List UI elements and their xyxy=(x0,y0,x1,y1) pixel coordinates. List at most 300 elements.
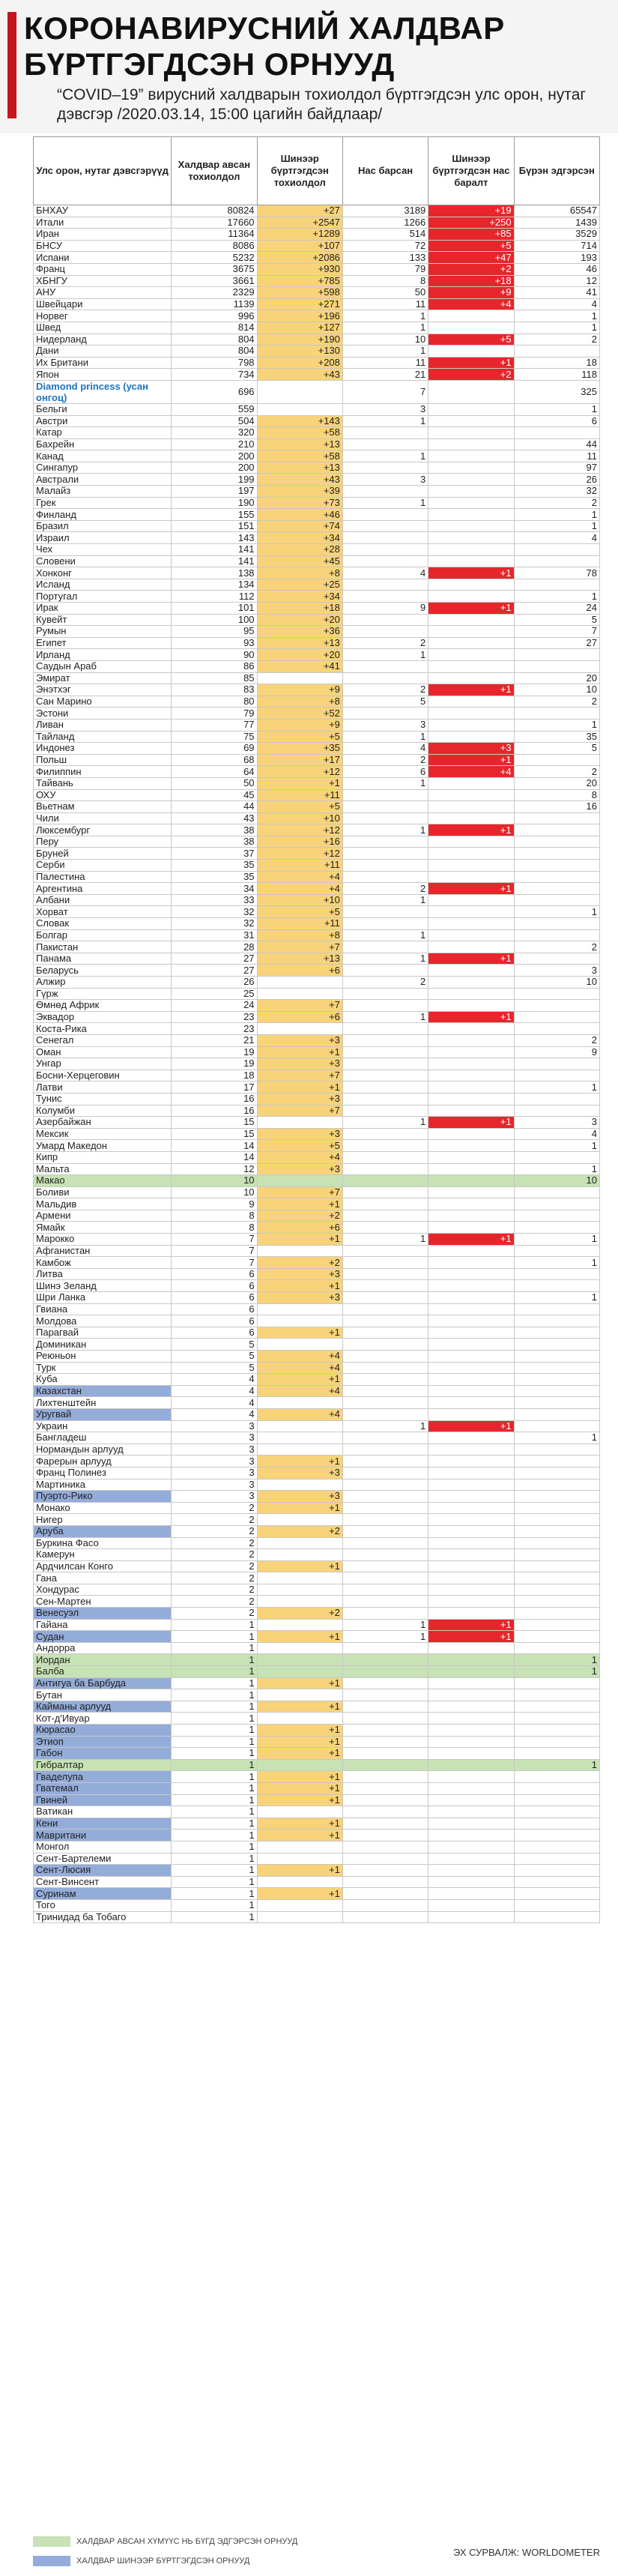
cell-recovered xyxy=(514,1327,599,1339)
cell-total-cases: 4 xyxy=(172,1374,257,1386)
cell-new-deaths: +85 xyxy=(428,229,514,241)
cell-new-deaths xyxy=(428,462,514,474)
cell-recovered xyxy=(514,1198,599,1210)
cell-deaths xyxy=(342,1853,428,1865)
cell-country: Дани xyxy=(34,346,172,358)
cell-country: Иордан xyxy=(34,1654,172,1666)
cell-recovered xyxy=(514,812,599,824)
cell-new-deaths xyxy=(428,1549,514,1561)
cell-new-deaths xyxy=(428,1853,514,1865)
table-row xyxy=(34,719,600,731)
table-row xyxy=(34,637,600,649)
cell-deaths xyxy=(342,1245,428,1257)
legend-green-swatch xyxy=(33,2536,70,2547)
table-row xyxy=(34,1584,600,1596)
cell-total-cases: 1 xyxy=(172,1689,257,1701)
cell-recovered xyxy=(514,1782,599,1794)
cell-country: Энэтхэг xyxy=(34,684,172,696)
cell-recovered xyxy=(514,544,599,556)
cell-deaths xyxy=(342,1830,428,1841)
cell-deaths: 5 xyxy=(342,696,428,708)
cell-recovered: 46 xyxy=(514,263,599,275)
cell-new-cases xyxy=(257,1514,342,1526)
cell-new-deaths: +3 xyxy=(428,743,514,755)
cell-new-cases: +2086 xyxy=(257,252,342,264)
cell-new-deaths xyxy=(428,801,514,813)
cell-deaths xyxy=(342,660,428,672)
cell-new-cases xyxy=(257,1537,342,1549)
cell-deaths xyxy=(342,1082,428,1094)
cell-new-cases: +1 xyxy=(257,1280,342,1292)
cell-country: ХБНГУ xyxy=(34,275,172,287)
cell-country: Перу xyxy=(34,836,172,848)
cell-total-cases: 190 xyxy=(172,497,257,509)
cell-new-deaths xyxy=(428,1560,514,1572)
table-row xyxy=(34,1818,600,1830)
cell-country: Тайвань xyxy=(34,777,172,789)
table-row xyxy=(34,1456,600,1468)
cell-recovered: 3 xyxy=(514,1117,599,1129)
cell-country: Пакистан xyxy=(34,941,172,953)
cell-country: АНУ xyxy=(34,287,172,299)
cell-recovered: 9 xyxy=(514,1046,599,1058)
cell-new-cases xyxy=(257,1642,342,1654)
table-row xyxy=(34,1514,600,1526)
cell-recovered: 1 xyxy=(514,1666,599,1678)
cell-new-deaths xyxy=(428,1572,514,1584)
cell-total-cases: 320 xyxy=(172,427,257,439)
cell-deaths: 10 xyxy=(342,334,428,346)
cell-total-cases: 79 xyxy=(172,708,257,720)
cell-deaths xyxy=(342,965,428,977)
cell-new-cases: +13 xyxy=(257,953,342,965)
cell-deaths xyxy=(342,1444,428,1456)
cell-deaths xyxy=(342,906,428,918)
cell-new-cases: +1 xyxy=(257,1725,342,1737)
table-row xyxy=(34,906,600,918)
cell-total-cases: 2 xyxy=(172,1525,257,1537)
cell-deaths xyxy=(342,1771,428,1783)
cell-new-deaths xyxy=(428,1432,514,1444)
cell-deaths xyxy=(342,1876,428,1888)
cell-new-deaths xyxy=(428,731,514,743)
cell-country: Андорра xyxy=(34,1642,172,1654)
cell-deaths xyxy=(342,1397,428,1409)
cell-new-cases: +6 xyxy=(257,1011,342,1023)
cell-new-deaths xyxy=(428,1642,514,1654)
cell-country: ОХУ xyxy=(34,789,172,801)
table-row xyxy=(34,217,600,229)
cell-new-cases: +1289 xyxy=(257,229,342,241)
cell-total-cases: 3 xyxy=(172,1491,257,1503)
cell-deaths: 1 xyxy=(342,649,428,661)
cell-new-deaths xyxy=(428,1339,514,1351)
cell-country: Сан Марино xyxy=(34,696,172,708)
cell-new-deaths xyxy=(428,450,514,462)
cell-new-deaths xyxy=(428,1128,514,1140)
cell-new-cases: +13 xyxy=(257,637,342,649)
cell-new-deaths xyxy=(428,1888,514,1900)
cell-recovered xyxy=(514,1806,599,1818)
cell-deaths xyxy=(342,614,428,626)
cell-deaths xyxy=(342,871,428,883)
cell-new-deaths: +1 xyxy=(428,824,514,836)
cell-recovered xyxy=(514,1549,599,1561)
cell-country: Филиппин xyxy=(34,766,172,778)
cell-new-cases: +28 xyxy=(257,544,342,556)
cell-country: Болгар xyxy=(34,929,172,941)
cell-new-cases: +5 xyxy=(257,1140,342,1152)
cell-new-deaths xyxy=(428,614,514,626)
cell-deaths xyxy=(342,1782,428,1794)
cell-new-deaths xyxy=(428,1257,514,1269)
cell-deaths xyxy=(342,1280,428,1292)
table-row xyxy=(34,497,600,509)
cell-new-deaths xyxy=(428,1023,514,1035)
table-row xyxy=(34,474,600,486)
cell-new-deaths xyxy=(428,1175,514,1187)
cell-recovered: 4 xyxy=(514,298,599,310)
cell-new-deaths xyxy=(428,1782,514,1794)
cell-new-cases xyxy=(257,1619,342,1631)
cell-deaths xyxy=(342,591,428,603)
cell-recovered xyxy=(514,1105,599,1117)
cell-new-cases xyxy=(257,1023,342,1035)
table-row xyxy=(34,1806,600,1818)
cell-total-cases: 86 xyxy=(172,660,257,672)
cell-total-cases: 1 xyxy=(172,1888,257,1900)
cell-new-deaths xyxy=(428,1701,514,1713)
cell-deaths: 2 xyxy=(342,883,428,895)
cell-new-cases: +27 xyxy=(257,205,342,217)
cell-new-cases: +11 xyxy=(257,789,342,801)
cell-new-deaths xyxy=(428,1608,514,1620)
cell-deaths xyxy=(342,1257,428,1269)
table-row xyxy=(34,672,600,684)
cell-new-cases: +25 xyxy=(257,579,342,591)
cell-new-deaths xyxy=(428,941,514,953)
table-row xyxy=(34,754,600,766)
source-credit: ЭХ СУРВАЛЖ: WORLDOMETER xyxy=(452,2547,600,2558)
cell-new-cases: +6 xyxy=(257,1222,342,1234)
cell-country: Швед xyxy=(34,322,172,334)
cell-new-deaths xyxy=(428,1748,514,1760)
cell-new-deaths: +1 xyxy=(428,357,514,369)
cell-deaths xyxy=(342,1491,428,1503)
cell-deaths xyxy=(342,988,428,1000)
cell-total-cases: 93 xyxy=(172,637,257,649)
cell-new-deaths xyxy=(428,649,514,661)
cell-new-cases xyxy=(257,1596,342,1608)
cell-recovered xyxy=(514,1572,599,1584)
cell-total-cases: 34 xyxy=(172,883,257,895)
cell-total-cases: 75 xyxy=(172,731,257,743)
header xyxy=(0,0,618,133)
table-row xyxy=(34,1374,600,1386)
cell-new-deaths xyxy=(428,1666,514,1678)
cell-total-cases: 95 xyxy=(172,626,257,638)
cell-new-deaths xyxy=(428,1093,514,1105)
cell-deaths: 9 xyxy=(342,603,428,615)
cell-deaths xyxy=(342,486,428,498)
cell-new-deaths xyxy=(428,1327,514,1339)
cell-deaths: 2 xyxy=(342,637,428,649)
cell-deaths: 11 xyxy=(342,298,428,310)
cell-new-cases: +73 xyxy=(257,497,342,509)
cell-recovered: 65547 xyxy=(514,205,599,217)
cell-total-cases: 69 xyxy=(172,743,257,755)
cell-total-cases: 798 xyxy=(172,357,257,369)
cell-new-cases xyxy=(257,1339,342,1351)
cell-new-deaths xyxy=(428,1082,514,1094)
cell-new-cases: +1 xyxy=(257,1794,342,1806)
cell-new-cases: +143 xyxy=(257,415,342,427)
cell-recovered xyxy=(514,1268,599,1280)
cell-recovered xyxy=(514,1351,599,1363)
cell-new-cases: +1 xyxy=(257,1234,342,1246)
cell-total-cases: 35 xyxy=(172,871,257,883)
cell-new-cases xyxy=(257,1654,342,1666)
cell-new-deaths xyxy=(428,1222,514,1234)
table-row xyxy=(34,941,600,953)
cell-new-deaths xyxy=(428,906,514,918)
cell-new-cases: +20 xyxy=(257,649,342,661)
table-row xyxy=(34,380,600,403)
cell-recovered xyxy=(514,649,599,661)
cell-country: Грек xyxy=(34,497,172,509)
table-row xyxy=(34,708,600,720)
cell-new-cases: +785 xyxy=(257,275,342,287)
cell-total-cases: 5 xyxy=(172,1362,257,1374)
cell-new-cases: +5 xyxy=(257,801,342,813)
cell-new-deaths xyxy=(428,812,514,824)
cell-recovered: 714 xyxy=(514,240,599,252)
cell-recovered: 10 xyxy=(514,977,599,989)
table-row xyxy=(34,684,600,696)
cell-recovered: 2 xyxy=(514,696,599,708)
cell-new-deaths xyxy=(428,555,514,567)
cell-new-deaths xyxy=(428,1830,514,1841)
table-row xyxy=(34,1560,600,1572)
cell-country: Эстони xyxy=(34,708,172,720)
cell-recovered xyxy=(514,1467,599,1479)
cell-country: Чили xyxy=(34,812,172,824)
cell-total-cases: 16 xyxy=(172,1093,257,1105)
table-row xyxy=(34,427,600,439)
cell-country: Гана xyxy=(34,1572,172,1584)
cell-new-deaths xyxy=(428,544,514,556)
table-row xyxy=(34,660,600,672)
cell-new-deaths: +250 xyxy=(428,217,514,229)
cell-country: Тунис xyxy=(34,1093,172,1105)
cell-new-cases: +7 xyxy=(257,1105,342,1117)
cell-country: Малайз xyxy=(34,486,172,498)
cell-recovered xyxy=(514,1899,599,1911)
cell-new-cases: +7 xyxy=(257,1186,342,1198)
cell-new-deaths xyxy=(428,1210,514,1222)
table-row xyxy=(34,1549,600,1561)
cell-deaths: 1 xyxy=(342,415,428,427)
cell-new-deaths xyxy=(428,427,514,439)
cell-total-cases: 38 xyxy=(172,836,257,848)
cell-total-cases: 2329 xyxy=(172,287,257,299)
cell-new-cases: +1 xyxy=(257,1327,342,1339)
cell-deaths xyxy=(342,1888,428,1900)
cell-new-cases: +43 xyxy=(257,369,342,381)
cell-country: Бутан xyxy=(34,1689,172,1701)
cell-deaths xyxy=(342,1560,428,1572)
cell-total-cases: 21 xyxy=(172,1034,257,1046)
cell-deaths xyxy=(342,1806,428,1818)
cell-deaths: 50 xyxy=(342,287,428,299)
cell-new-cases xyxy=(257,403,342,415)
cell-new-deaths xyxy=(428,1899,514,1911)
cell-country: Шри Ланка xyxy=(34,1292,172,1304)
cell-new-deaths xyxy=(428,438,514,450)
cell-total-cases: 1 xyxy=(172,1677,257,1689)
cell-recovered xyxy=(514,754,599,766)
cell-new-deaths xyxy=(428,1397,514,1409)
cell-new-cases xyxy=(257,1420,342,1432)
cell-total-cases: 4 xyxy=(172,1408,257,1420)
table-row xyxy=(34,824,600,836)
cell-country: Diamond princess (усан онгоц) xyxy=(34,380,172,403)
cell-country: Мальта xyxy=(34,1163,172,1175)
cell-deaths: 21 xyxy=(342,369,428,381)
table-row xyxy=(34,1830,600,1841)
cell-new-deaths xyxy=(428,1408,514,1420)
cell-recovered xyxy=(514,1736,599,1748)
cell-recovered xyxy=(514,1748,599,1760)
cell-deaths xyxy=(342,1105,428,1117)
cell-total-cases: 199 xyxy=(172,474,257,486)
cell-new-deaths: +1 xyxy=(428,754,514,766)
cell-new-deaths xyxy=(428,1351,514,1363)
cell-country: Израил xyxy=(34,532,172,544)
cell-country: Кюрасао xyxy=(34,1725,172,1737)
cell-country: Иран xyxy=(34,229,172,241)
cell-recovered xyxy=(514,1444,599,1456)
cell-country: Умард Македон xyxy=(34,1140,172,1152)
cell-country: Испани xyxy=(34,252,172,264)
table-row xyxy=(34,1748,600,1760)
cell-deaths: 1 xyxy=(342,731,428,743)
cell-country: Бразил xyxy=(34,520,172,532)
cell-new-deaths: +1 xyxy=(428,603,514,615)
cell-recovered: 7 xyxy=(514,626,599,638)
cell-new-cases: +3 xyxy=(257,1491,342,1503)
cell-recovered: 44 xyxy=(514,438,599,450)
cell-total-cases: 5232 xyxy=(172,252,257,264)
table-row xyxy=(34,883,600,895)
table-row xyxy=(34,1070,600,1082)
table-row xyxy=(34,310,600,322)
cell-deaths xyxy=(342,1140,428,1152)
cell-country: Сент-Люсия xyxy=(34,1865,172,1877)
cell-recovered: 1 xyxy=(514,520,599,532)
cell-new-deaths xyxy=(428,310,514,322)
cell-country: Гайана xyxy=(34,1619,172,1631)
cell-deaths xyxy=(342,1339,428,1351)
cell-country: Мексик xyxy=(34,1128,172,1140)
cell-new-cases: +9 xyxy=(257,719,342,731)
cell-country: Парагвай xyxy=(34,1327,172,1339)
cell-total-cases: 37 xyxy=(172,848,257,860)
cell-new-cases: +58 xyxy=(257,427,342,439)
cell-country: Армени xyxy=(34,1210,172,1222)
cell-recovered xyxy=(514,1631,599,1643)
cell-recovered xyxy=(514,883,599,895)
table-row xyxy=(34,1654,600,1666)
cell-new-cases xyxy=(257,1175,342,1187)
cell-new-cases: +10 xyxy=(257,894,342,906)
cell-new-cases: +45 xyxy=(257,555,342,567)
cell-recovered xyxy=(514,1339,599,1351)
table-row xyxy=(34,1666,600,1678)
table-row xyxy=(34,1151,600,1163)
table-row xyxy=(34,1408,600,1420)
cell-new-cases: +598 xyxy=(257,287,342,299)
header-new-cases: Шинээр бүртгэгдсэн тохиолдол xyxy=(257,137,342,205)
cell-country: Вьетнам xyxy=(34,801,172,813)
cell-new-cases: +1 xyxy=(257,1631,342,1643)
table-row xyxy=(34,1701,600,1713)
cell-new-cases: +1 xyxy=(257,1502,342,1514)
cell-country: Реюньон xyxy=(34,1351,172,1363)
table-row xyxy=(34,322,600,334)
cell-country: Индонез xyxy=(34,743,172,755)
table-row xyxy=(34,438,600,450)
cell-total-cases: 3675 xyxy=(172,263,257,275)
cell-total-cases: 14 xyxy=(172,1151,257,1163)
cell-country: Доминикан xyxy=(34,1339,172,1351)
cell-total-cases: 11364 xyxy=(172,229,257,241)
table-row xyxy=(34,1105,600,1117)
cell-country: Монако xyxy=(34,1502,172,1514)
cell-recovered: 20 xyxy=(514,672,599,684)
cell-new-deaths xyxy=(428,1186,514,1198)
table-row xyxy=(34,591,600,603)
cell-recovered: 1 xyxy=(514,1759,599,1771)
cell-new-cases: +58 xyxy=(257,450,342,462)
cell-country: Панама xyxy=(34,953,172,965)
cell-recovered xyxy=(514,1725,599,1737)
cell-recovered xyxy=(514,1525,599,1537)
cell-recovered xyxy=(514,1070,599,1082)
cell-total-cases: 12 xyxy=(172,1163,257,1175)
cell-recovered xyxy=(514,836,599,848)
table-row xyxy=(34,1023,600,1035)
cell-new-cases xyxy=(257,1713,342,1725)
cell-total-cases: 77 xyxy=(172,719,257,731)
cell-new-cases: +107 xyxy=(257,240,342,252)
cell-recovered xyxy=(514,1713,599,1725)
cell-deaths xyxy=(342,1572,428,1584)
cell-new-cases: +3 xyxy=(257,1292,342,1304)
table-row xyxy=(34,263,600,275)
table-row xyxy=(34,1537,600,1549)
cell-new-deaths xyxy=(428,1759,514,1771)
cell-total-cases: 4 xyxy=(172,1397,257,1409)
table-row xyxy=(34,1491,600,1503)
cell-new-deaths xyxy=(428,474,514,486)
cell-country: Мавритани xyxy=(34,1830,172,1841)
cell-total-cases: 1 xyxy=(172,1631,257,1643)
cell-country: БНСУ xyxy=(34,240,172,252)
cell-new-cases: +190 xyxy=(257,334,342,346)
cell-recovered xyxy=(514,1058,599,1070)
cell-new-cases: +43 xyxy=(257,474,342,486)
